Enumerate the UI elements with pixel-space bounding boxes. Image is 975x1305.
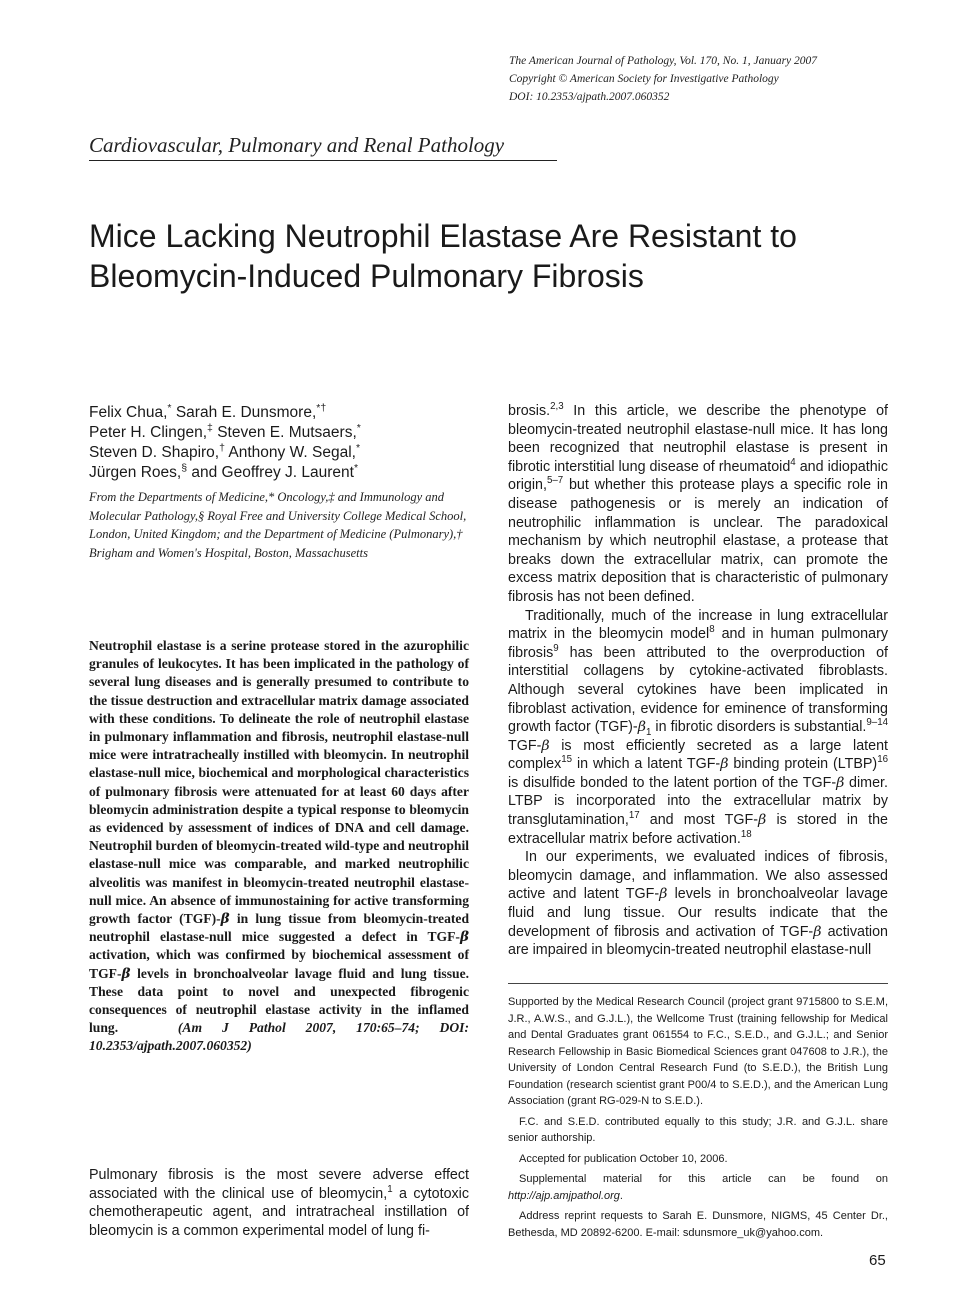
author-name: Felix Chua, bbox=[89, 404, 168, 421]
reference-mark: 18 bbox=[740, 828, 752, 840]
reference-mark: 1 bbox=[387, 1183, 393, 1195]
footnote-reprint: Address reprint requests to Sarah E. Dunsmore, NIGMS, 45 Center Dr., Bethesda, MD 20892-6200. E-mail: sdunsmore_uk@yahoo.com. bbox=[508, 1210, 888, 1239]
reference-mark: 9 bbox=[553, 642, 559, 654]
abstract-citation: (Am J Pathol 2007, 170:65–74; DOI: 10.2353/ajpath.2007.060352) bbox=[89, 1020, 469, 1054]
author-name: Steven E. Mutsaers, bbox=[212, 424, 357, 441]
title-line-2: Bleomycin-Induced Pulmonary Fibrosis bbox=[89, 258, 644, 294]
body-text: has been attributed to the overproduction of interstitial collagens by cytokine-activated fibroblasts. Although several cytokines have been implicated in fibroblast activation, evidence for eminence of transforming growth factor (TGF)- bbox=[508, 644, 888, 736]
author-mark: * bbox=[356, 421, 361, 434]
abstract-text: in lung tissue from bleomycin-treated neutrophil elastase-null mice suggested a defect in TGF- bbox=[89, 911, 470, 945]
body-paragraph bbox=[508, 402, 888, 607]
body-text: and in human pulmonary fibrosis bbox=[508, 626, 888, 661]
body-text: is disulfide bonded to the latent portion of the TGF- bbox=[508, 774, 837, 791]
reference-mark: 8 bbox=[709, 624, 715, 636]
body-text: levels in bronchoalveolar lavage fluid and lung tissue. Our results indicate that the development of fibrosis and activation of TGF- bbox=[508, 886, 888, 940]
body-text: brosis. bbox=[508, 403, 551, 419]
beta-symbol: β bbox=[637, 719, 646, 736]
footnote-text: . bbox=[619, 1189, 623, 1202]
author-mark: ‡ bbox=[207, 421, 213, 434]
body-paragraph bbox=[508, 607, 888, 849]
subscript: 1 bbox=[645, 726, 652, 738]
journal-citation: The American Journal of Pathology, Vol. 170, No. 1, January 2007 bbox=[509, 55, 818, 67]
body-text: is most efficiently secreted as a large latent complex bbox=[508, 737, 888, 773]
beta-symbol: β bbox=[836, 774, 845, 791]
beta-symbol: β bbox=[659, 886, 668, 903]
author-line bbox=[89, 463, 469, 483]
body-text: binding protein (LTBP) bbox=[728, 756, 878, 773]
body-text: is stored in the extracellular matrix before activation. bbox=[508, 812, 888, 847]
intro-paragraph bbox=[89, 1166, 469, 1240]
title-line-1: Mice Lacking Neutrophil Elastase Are Resistant to bbox=[89, 218, 797, 254]
page-number: 65 bbox=[869, 1252, 886, 1269]
abstract-text: levels in bronchoalveolar lavage fluid and lung tissue. These data point to novel and unexpected fibrogenic consequences of neutrophil elastase activity in the inflamed lung. bbox=[89, 965, 469, 1036]
author-mark: * bbox=[355, 441, 361, 454]
right-column bbox=[508, 402, 888, 960]
journal-header bbox=[509, 52, 817, 106]
beta-symbol: β bbox=[720, 756, 729, 773]
journal-doi: DOI: 10.2353/ajpath.2007.060352 bbox=[509, 91, 670, 103]
author-line bbox=[89, 443, 469, 463]
beta-symbol: β bbox=[758, 812, 767, 829]
body-text: In this article, we describe the phenotype of bleomycin-treated neutrophil elastase-null mice. It has long been recognized that neutrophil elastase is present in fibrotic interstitial lung disease of rheumatoid bbox=[508, 403, 888, 475]
footnote-accepted: Accepted for publication October 10, 2006. bbox=[519, 1152, 728, 1165]
body-paragraph bbox=[508, 848, 888, 960]
author-mark: * bbox=[167, 401, 172, 414]
body-text: and idiopathic origin, bbox=[508, 458, 888, 494]
article-title bbox=[89, 216, 889, 296]
reference-mark: 17 bbox=[628, 810, 640, 822]
body-text: a cytotoxic chemotherapeutic agent, and intratracheal instillation of bleomycin is a common experimental model of lung fi- bbox=[89, 1185, 469, 1239]
author-name: Anthony W. Segal, bbox=[224, 444, 356, 461]
body-text: TGF- bbox=[508, 737, 542, 754]
footnote-contribution: F.C. and S.E.D. contributed equally to this study; J.R. and G.J.L. share senior authorship. bbox=[508, 1115, 888, 1144]
footnote-supplemental bbox=[508, 1171, 888, 1204]
author-mark: § bbox=[181, 461, 188, 474]
author-list bbox=[89, 403, 469, 483]
abstract-text: activation, which was confirmed by biochemical assessment of TGF- bbox=[89, 947, 469, 981]
author-mark: *† bbox=[316, 401, 327, 414]
abstract-text: Neutrophil elastase is a serine protease stored in the azurophilic granules of leukocytes. It has been implicated in the pathology of several lung diseases and is generally presumed to contribute to the tissue destruction and extracellular matrix damage associated with these conditions. To delineate the role of neutrophil elastase in pulmonary inflammation and fibrosis, neutrophil elastase-null mice were intratracheally instilled with bleomycin. In neutrophil elastase-null mice, biochemical and morphological characteristics of pulmonary fibrosis were attenuated for at least 60 days after bleomycin administration despite a typical response to bleomycin as evidenced by assessment of indices of DNA and cell damage. Neutrophil burden of bleomycin-treated wild-type and neutrophil elastase-null mice was comparable, and marked neutrophilic alveolitis was manifest in bleomycin-treated neutrophil elastase-null mice. An absence of immunostaining for active transforming growth factor (TGF)- bbox=[89, 638, 469, 927]
author-name: Steven D. Shapiro, bbox=[89, 444, 220, 461]
footnote-text: Supplemental material for this article can be found on bbox=[519, 1173, 888, 1185]
footnotes bbox=[508, 983, 888, 1245]
footnote-funding: Supported by the Medical Research Council (project grant 9715800 to S.E.M, J.R., A.W.S., and G.J.L.), the Wellcome Trust (training fellowship for Medical and Dental Graduates grant 061554 to F.C., S.E.D., and G.J.L.; and Senior Research Fellowship in Basic Biomedical Sciences grant 047608 to J.R.), the University of London Central Research Fund (to S.E.D.), the British Lung Foundation (research scientist grant P00/4 to S.E.D.), and the American Lung Association (grant RG-029-N to S.E.D.). bbox=[508, 996, 888, 1107]
body-text: Pulmonary fibrosis is the most severe adverse effect associated with the clinical use of bleomycin, bbox=[89, 1167, 469, 1202]
reference-mark: 5–7 bbox=[546, 475, 564, 487]
abstract bbox=[89, 637, 469, 1056]
reference-mark: 9–14 bbox=[866, 717, 889, 729]
supplemental-link[interactable]: http://ajp.amjpathol.org bbox=[508, 1189, 620, 1202]
beta-symbol: β bbox=[121, 965, 131, 982]
author-line bbox=[89, 403, 469, 423]
author-line bbox=[89, 423, 469, 443]
reference-mark: 15 bbox=[561, 754, 573, 766]
beta-symbol: β bbox=[813, 923, 822, 940]
author-mark: * bbox=[353, 461, 359, 474]
beta-symbol: β bbox=[220, 911, 230, 928]
reference-mark: 4 bbox=[790, 457, 796, 469]
body-text: dimer. LTBP is incorporated into the extracellular matrix by transglutamination, bbox=[508, 774, 888, 829]
reference-mark: 16 bbox=[877, 754, 888, 766]
body-text: in which a latent TGF- bbox=[572, 756, 721, 773]
author-name: Sarah E. Dunsmore, bbox=[171, 404, 317, 421]
author-name: Peter H. Clingen, bbox=[89, 424, 208, 441]
author-name: and Geoffrey J. Laurent bbox=[187, 464, 354, 481]
beta-symbol: β bbox=[459, 929, 469, 946]
body-text: Traditionally, much of the increase in lung extracellular matrix in the bleomycin model bbox=[508, 607, 888, 643]
affiliation: From the Departments of Medicine,* Oncology,‡ and Immunology and Molecular Pathology,§ Royal Free and University College Medical School, London, United Kingdom; and the Department of Medicine (Pulmonary),† Brigham and Women's Hospital, Boston, Massachusetts bbox=[89, 490, 467, 560]
journal-copyright: Copyright © American Society for Investigative Pathology bbox=[509, 73, 779, 85]
body-text: but whether this protease plays a specific role in disease pathogenesis or is merely an indication of neutrophilic inflammation is unclear. The paradoxical mechanism by which neutrophil elastase, a protease that breaks down the extracellular matrix, can promote the excess matrix deposition that is characteristic of pulmonary fibrosis has not been defined. bbox=[508, 477, 888, 605]
author-mark: † bbox=[219, 441, 225, 454]
body-text: in fibrotic disorders is substantial. bbox=[651, 719, 867, 736]
beta-symbol: β bbox=[541, 737, 550, 754]
author-name: Jürgen Roes, bbox=[89, 464, 182, 481]
section-heading: Cardiovascular, Pulmonary and Renal Pathology bbox=[89, 130, 557, 161]
body-text: activation are impaired in bleomycin-treated neutrophil elastase-null bbox=[508, 923, 889, 959]
body-text: and most TGF- bbox=[639, 812, 759, 829]
body-text: In our experiments, we evaluated indices of fibrosis, bleomycin damage, and inflammation. We also assessed active and latent TGF- bbox=[508, 849, 888, 903]
reference-mark: 2,3 bbox=[550, 401, 564, 413]
